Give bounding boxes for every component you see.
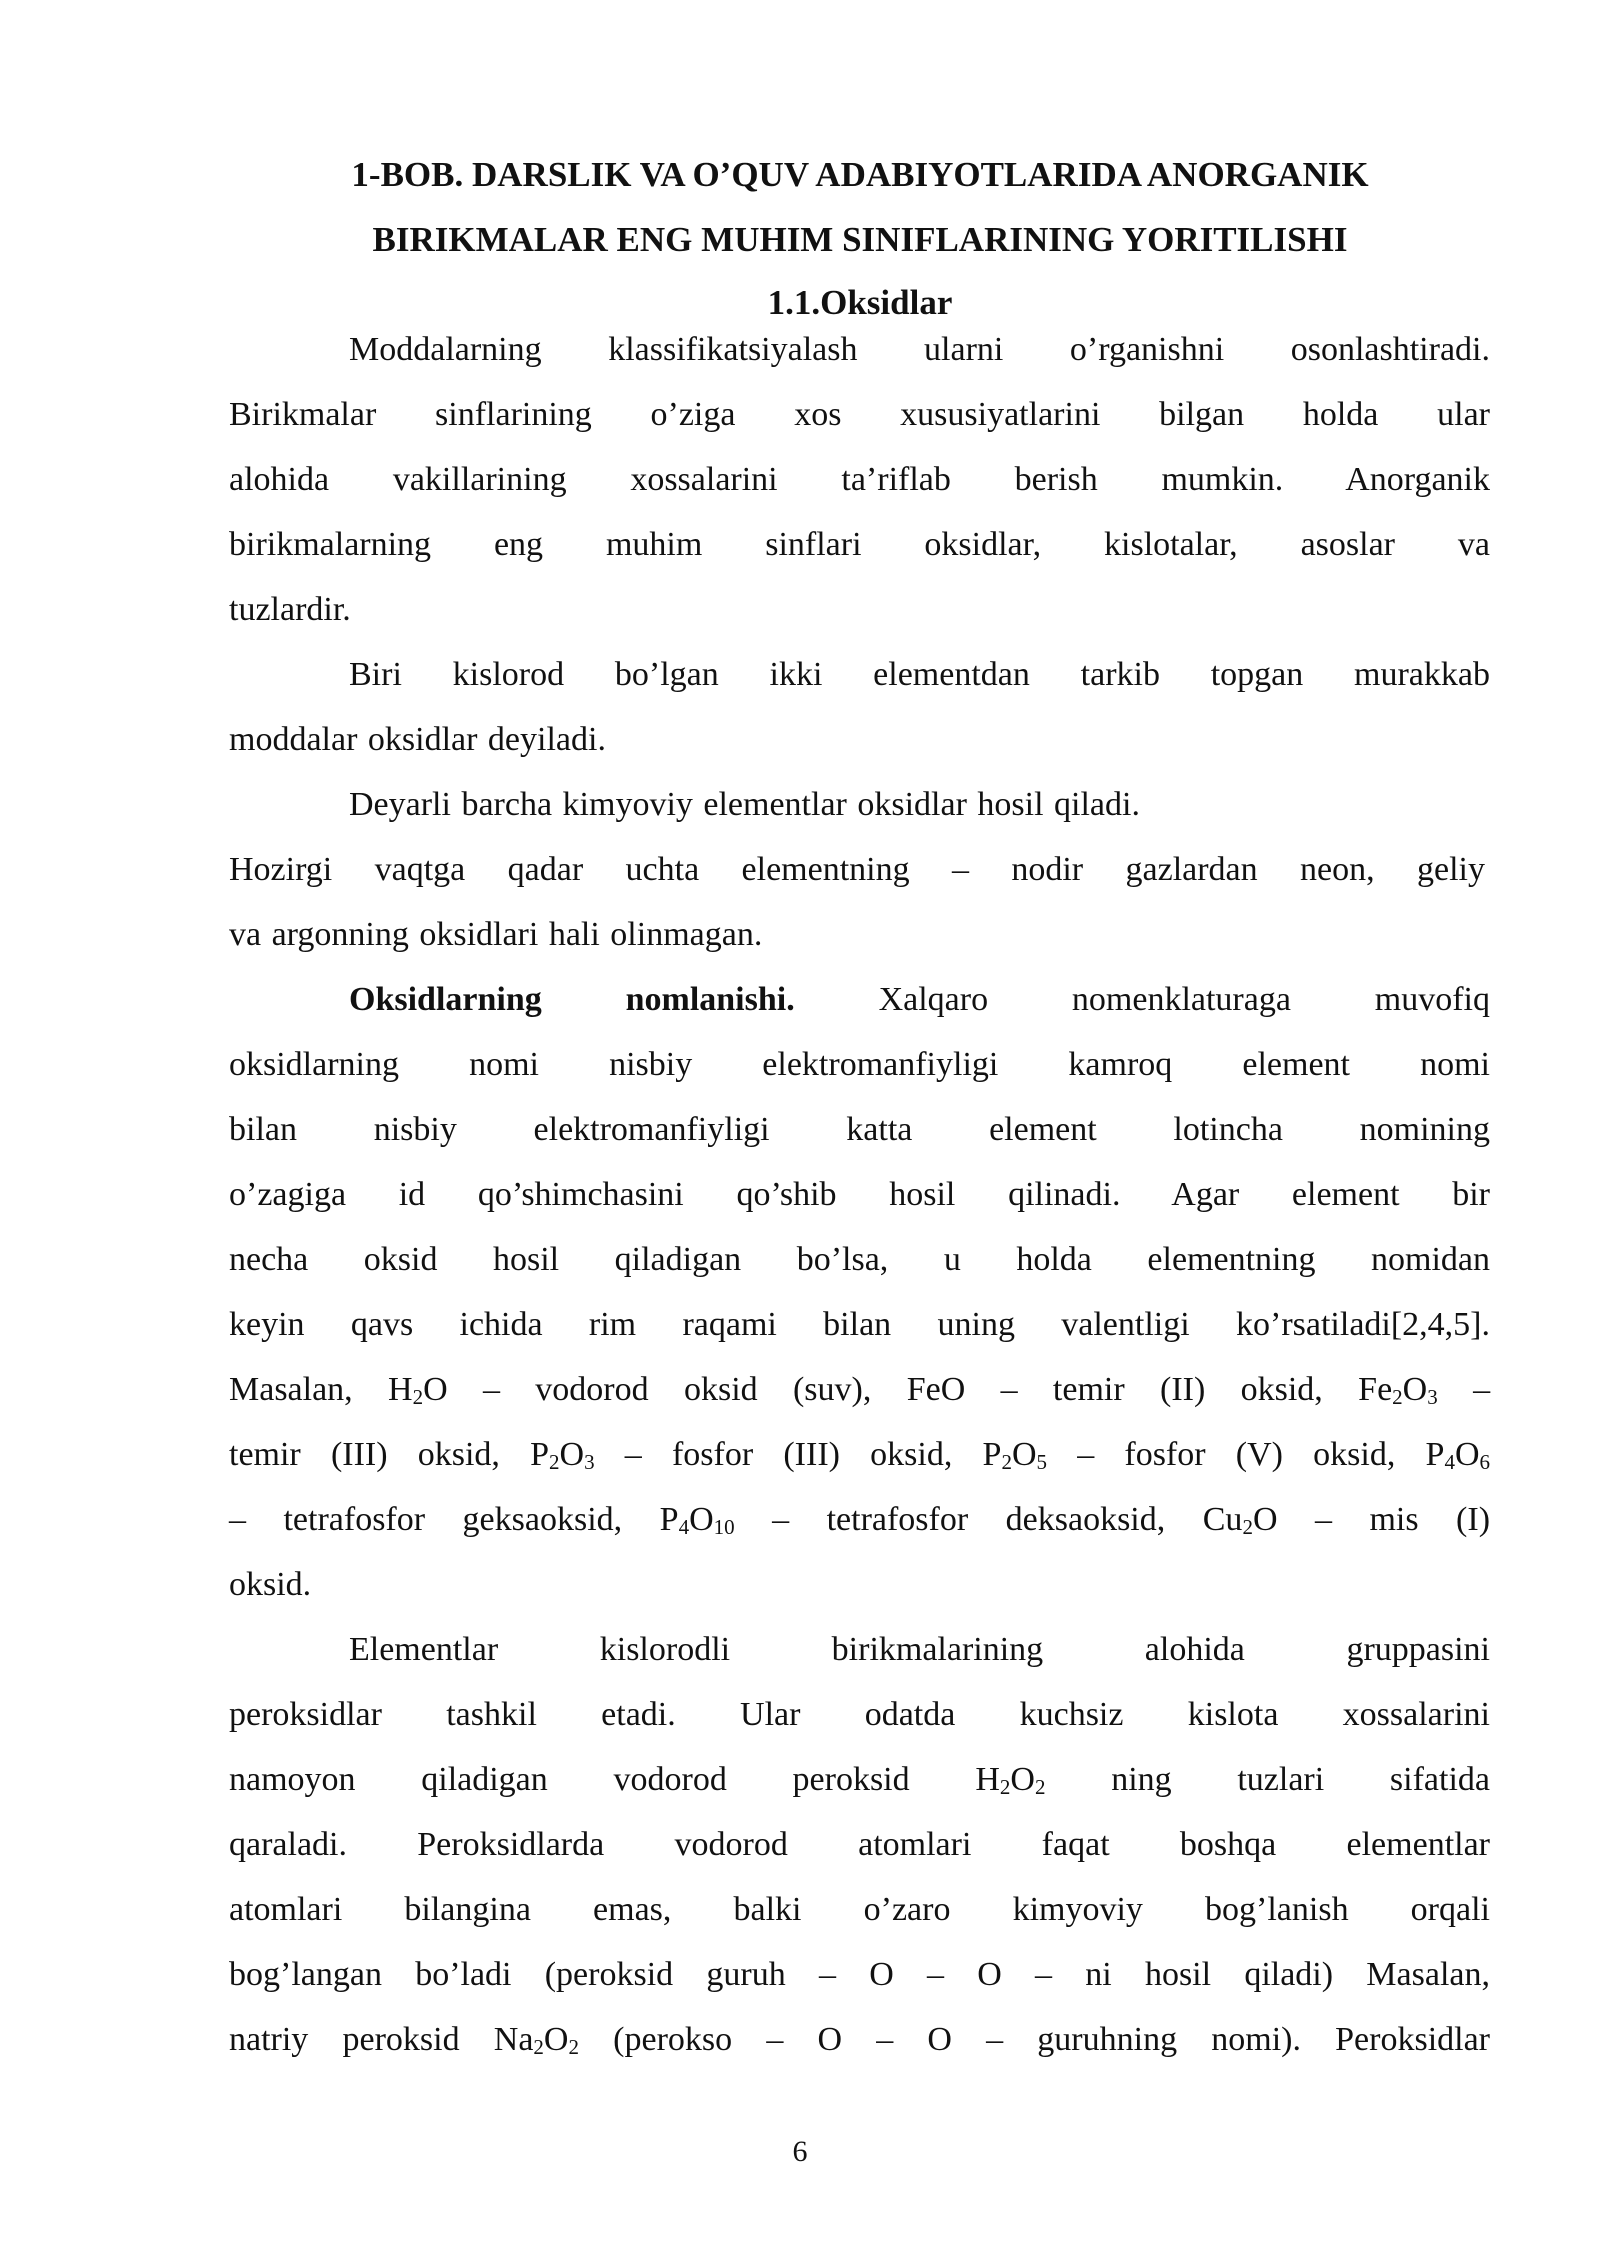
text-run: namoyon qiladigan vodorod peroksid — [229, 1761, 910, 1798]
formula-cu2o: $Cu_2O$ – mis (I) — [1202, 1501, 1491, 1539]
formula-p4o10: $P_4O_{10}$ — [659, 1501, 735, 1539]
paragraph-line: oksidlarning nomi nisbiy elektromanfiyligi kamroq element nomi — [229, 1046, 1490, 1083]
text-run: temir (III) oksid, — [229, 1436, 500, 1473]
paragraph-line: bilan nisbiy elektromanfiyligi katta element lotincha nomining — [229, 1111, 1490, 1148]
term-bold: Oksidlarning nomlanishi. — [349, 981, 795, 1018]
paragraph-line: Moddalarning klassifikatsiyalash ularni o’rganishni osonlashtiradi. — [349, 331, 1490, 368]
paragraph-line: va argonning oksidlari hali olinmagan. — [229, 916, 763, 953]
paragraph-line: oksid. — [229, 1566, 312, 1603]
paragraph-line: keyin qavs ichida rim raqami bilan uning valentligi ko’rsatiladi[2,4,5]. — [229, 1306, 1490, 1343]
paragraph-line: peroksidlar tashkil etadi. Ular odatda kuchsiz kislota xossalarini — [229, 1696, 1490, 1733]
formula-na2o2: $Na_2O_2$ — [493, 2021, 579, 2059]
paragraph-line-formula — [229, 2007, 1490, 2072]
paragraph-line: necha oksid hosil qiladigan bo’lsa, u holda elementning nomidan — [229, 1241, 1490, 1278]
chapter-heading-line-1: 1-BOB. DARSLIK VA O’QUV ADABIYOTLARIDA ANORGANIK — [351, 155, 1369, 194]
formula-fe2o3: $Fe_2O_3$ — [1358, 1371, 1438, 1409]
formula-h2o2: $H_2O_2$ — [975, 1761, 1046, 1799]
paragraph-line: atomlari bilangina emas, balki o’zaro kimyoviy bog’lanish orqali — [229, 1891, 1490, 1928]
paragraph-line-formula — [229, 1357, 1490, 1422]
text-run: FeO – temir (II) oksid, — [906, 1371, 1323, 1408]
paragraph-line: tuzlardir. — [229, 591, 351, 628]
paragraph-line: Deyarli barcha kimyoviy elementlar oksidlar hosil qiladi. — [349, 786, 1140, 823]
paragraph-line: alohida vakillarining xossalarini ta’riflab berish mumkin. Anorganik — [229, 461, 1490, 498]
section-title: 1.1.Oksidlar — [767, 283, 953, 322]
paragraph-line: moddalar oksidlar deyiladi. — [229, 721, 606, 758]
text-run: (perokso – O – O – guruhning nomi). Peroksidlar — [613, 2021, 1491, 2058]
paragraph-line-formula — [229, 1487, 1490, 1552]
paragraph-line: Biri kislorod bo’lgan ikki elementdan tarkib topgan murakkab — [349, 656, 1490, 693]
text-run: Masalan, — [229, 1371, 353, 1408]
formula-p4o6: $P_4O_6$ — [1425, 1436, 1490, 1474]
paragraph-line: Elementlar kislorodli birikmalarining alohida gruppasini — [349, 1631, 1490, 1668]
formula-p2o3: $P_2O_3$ — [530, 1436, 595, 1474]
paragraph-line: o’zagiga id qo’shimchasini qo’shib hosil qilinadi. Agar element bir — [229, 1176, 1490, 1213]
paragraph-line: Hozirgi vaqtga qadar uchta elementning – nodir gazlardan neon, geliy — [229, 851, 1485, 888]
paragraph-line-formula — [229, 1747, 1490, 1812]
text-run: – tetrafosfor geksaoksid, — [229, 1501, 623, 1538]
formula-h2o: $H_2O$ – vodorod oksid (suv), — [388, 1371, 872, 1409]
text-run: – fosfor (V) oksid, — [1077, 1436, 1396, 1473]
paragraph-line: Birikmalar sinflarining o’ziga xos xususiyatlarini bilgan holda ular — [229, 396, 1490, 433]
paragraph-line: qaraladi. Peroksidlarda vodorod atomlari faqat boshqa elementlar — [229, 1826, 1490, 1863]
text-run: natriy peroksid — [229, 2021, 460, 2058]
text-run: – — [1473, 1371, 1491, 1408]
text-run: ning tuzlari sifatida — [1111, 1761, 1490, 1798]
text-run: Xalqaro nomenklaturaga muvofiq — [878, 981, 1490, 1018]
paragraph-line-formula — [229, 1422, 1490, 1487]
paragraph-line: birikmalarning eng muhim sinflari oksidlar, kislotalar, asoslar va — [229, 526, 1490, 563]
paragraph-line — [229, 967, 1490, 1032]
formula-p2o5: $P_2O_5$ — [982, 1436, 1047, 1474]
paragraph-line: bog’langan bo’ladi (peroksid guruh – O – O – ni hosil qiladi) Masalan, — [229, 1956, 1490, 1993]
chapter-heading-line-2: BIRIKMALAR ENG MUHIM SINIFLARINING YORITILISHI — [372, 220, 1348, 259]
text-run: – fosfor (III) oksid, — [624, 1436, 953, 1473]
text-run: – tetrafosfor deksaoksid, — [772, 1501, 1166, 1538]
chapter-heading — [230, 142, 1490, 272]
page-number: 6 — [792, 2135, 808, 2168]
